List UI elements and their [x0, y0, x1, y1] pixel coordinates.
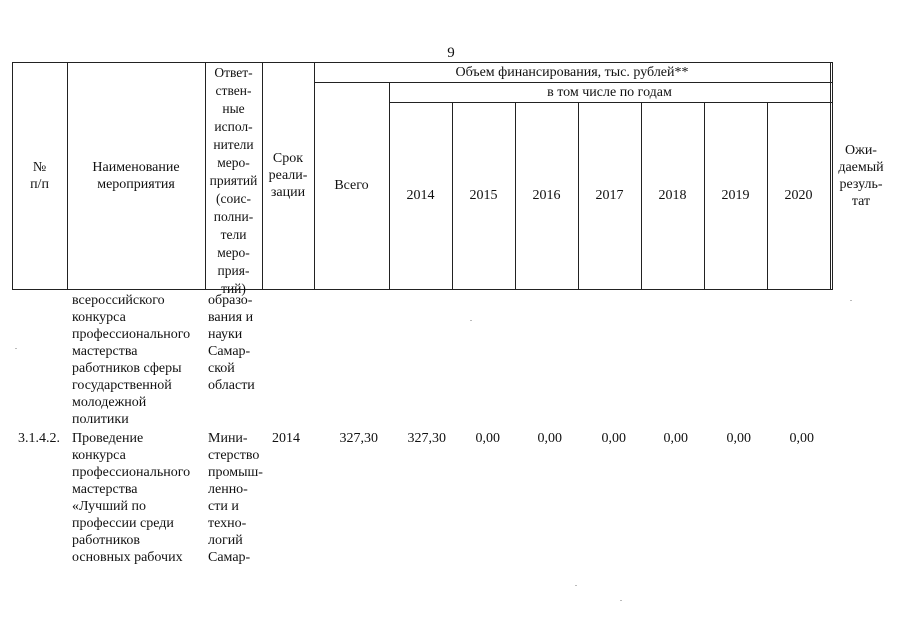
header-name-label: Наименование мероприятия — [92, 159, 180, 192]
header-responsible — [205, 64, 262, 296]
year-label: 2014 — [406, 188, 435, 203]
scan-speck — [470, 320, 472, 321]
year-label: 2017 — [595, 188, 624, 203]
header-name — [67, 62, 205, 289]
header-num — [12, 62, 67, 289]
row-responsible: Мини- стерство промыш- ленно- сти и техно- логий Самар- — [208, 431, 263, 565]
row-year-value: 0,00 — [475, 431, 500, 446]
year-label: 2016 — [532, 188, 561, 203]
header-result — [832, 62, 890, 289]
row-year-value: 0,00 — [663, 431, 688, 446]
header-by-years-label: в том числе по годам — [547, 84, 672, 100]
header-year-2015 — [452, 102, 515, 289]
header-num-label: № п/п — [30, 159, 49, 192]
header-total-label: Всего — [334, 178, 369, 193]
row-year-value: 0,00 — [726, 431, 751, 446]
header-funding-label: Объем финансирования, тыс. рублей** — [455, 64, 689, 80]
header-year-2019 — [704, 102, 767, 289]
row-year-value: 0,00 — [601, 431, 626, 446]
header-year-2014 — [389, 102, 452, 289]
row-year-value: 0,00 — [789, 431, 814, 446]
header-year-2016 — [515, 102, 578, 289]
year-label: 2015 — [469, 188, 498, 203]
header-year-2018 — [641, 102, 704, 289]
row-num: 3.1.4.2. — [18, 431, 60, 446]
header-responsible-label: Ответ- ствен- ные испол- нители меро- приятий (соис- полни- тели меро- прия- тий) — [209, 65, 258, 296]
row-total: 327,30 — [339, 431, 378, 446]
scan-speck — [575, 585, 577, 586]
header-year-2017 — [578, 102, 641, 289]
scan-speck — [15, 348, 17, 349]
header-total — [314, 82, 389, 289]
year-label: 2020 — [784, 188, 813, 203]
header-funding — [314, 62, 830, 82]
row-responsible: образо- вания и науки Самар- ской области — [208, 293, 255, 393]
scan-speck — [620, 600, 622, 601]
header-term-label: Срок реали- зации — [268, 151, 308, 200]
row-name: всероссийского конкурса профессионального мастерства работников сферы государственной молодежной политики — [72, 293, 191, 427]
year-label: 2018 — [658, 188, 687, 203]
page-number: 9 — [447, 45, 455, 61]
header-year-2020 — [767, 102, 830, 289]
row-year-value: 327,30 — [407, 431, 446, 446]
scan-speck — [850, 300, 852, 301]
row-term: 2014 — [272, 431, 300, 446]
header-by-years — [389, 82, 830, 102]
row-name: Проведение конкурса профессионального мастерства «Лучший по профессии среди работников основных рабочих — [72, 431, 191, 565]
header-result-label: Ожи- даемый резуль- тат — [838, 142, 884, 209]
year-label: 2019 — [721, 188, 750, 203]
row-year-value: 0,00 — [537, 431, 562, 446]
header-term — [262, 62, 314, 289]
